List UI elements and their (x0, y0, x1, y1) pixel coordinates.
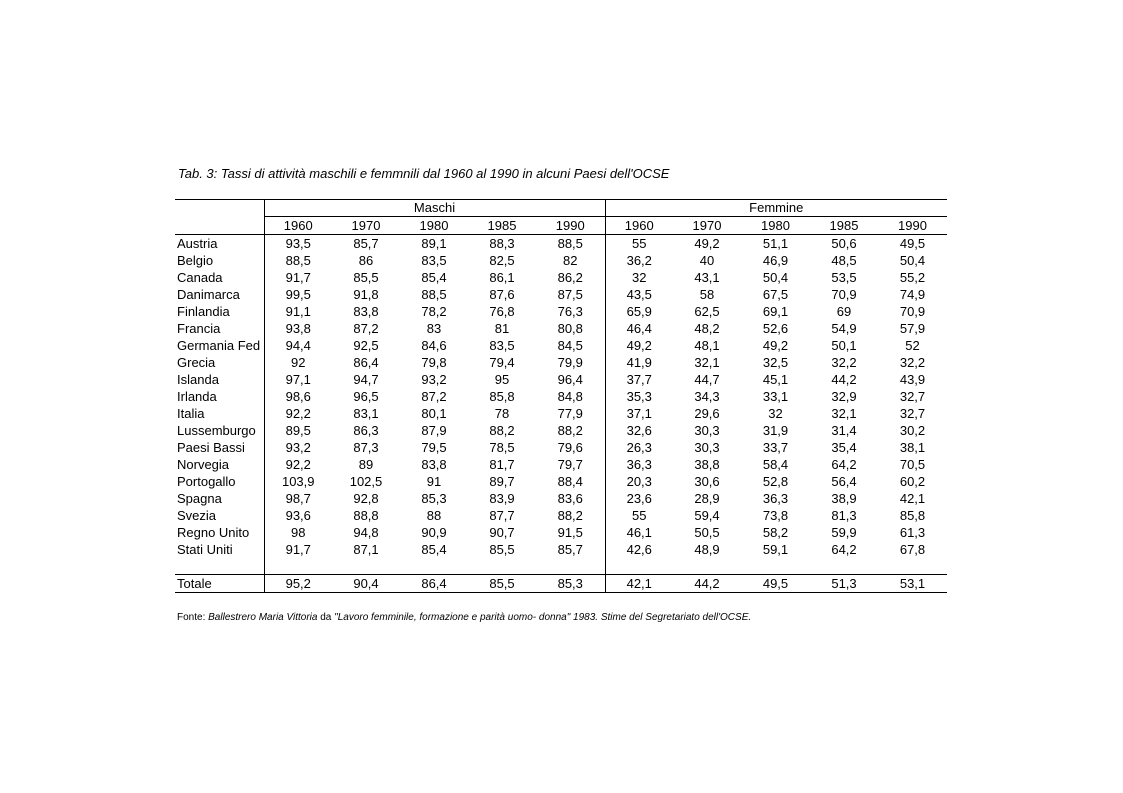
male-rate-cell: 85,4 (421, 542, 447, 557)
female-rate-cell: 52,6 (762, 321, 789, 336)
table-row (175, 473, 947, 490)
country-cell: Irlanda (177, 389, 217, 404)
male-rate-cell: 76,3 (557, 304, 583, 319)
male-rate-cell: 90,9 (421, 525, 447, 540)
country-cell: Francia (177, 321, 221, 336)
female-rate-cell: 42,1 (899, 491, 926, 506)
female-rate-cell: 64,2 (831, 457, 857, 472)
female-rate-cell: 45,1 (762, 372, 789, 387)
female-rate-cell: 81,3 (831, 508, 857, 523)
male-rate-cell: 91,8 (353, 287, 379, 302)
male-rate-cell: 87,7 (489, 508, 515, 523)
source-author: Ballestrero Maria Vittoria (208, 612, 318, 623)
year-header: 1980 (741, 217, 810, 235)
male-rate-cell: 86,2 (557, 270, 583, 285)
male-rate-cell: 85,4 (421, 270, 447, 285)
table-row (175, 286, 947, 303)
female-rate-cell: 32,1 (694, 355, 720, 370)
female-rate-cell: 59,1 (762, 542, 789, 557)
male-rate-cell: 97,1 (264, 371, 332, 388)
female-rate-cell: 48,5 (831, 253, 857, 268)
source-note (177, 612, 751, 623)
country-cell: Totale (175, 575, 264, 593)
male-rate-cell: 83,8 (353, 304, 379, 319)
year-header: 1960 (264, 217, 332, 235)
female-rate-cell: 44,7 (694, 372, 720, 387)
female-rate-cell: 32,9 (831, 389, 857, 404)
male-rate-cell: 92,2 (264, 456, 332, 473)
male-rate-cell: 88,5 (421, 287, 447, 302)
labor-rate-table (175, 199, 947, 593)
country-cell: Stati Uniti (177, 542, 233, 557)
female-rate-cell: 65,9 (605, 303, 673, 320)
source-prefix: Fonte: (177, 612, 209, 623)
female-rate-cell: 36,3 (762, 491, 789, 506)
male-rate-cell: 87,1 (353, 542, 379, 557)
female-rate-cell: 52 (905, 338, 920, 353)
male-rate-cell: 93,2 (421, 372, 447, 387)
female-rate-cell: 37,1 (605, 405, 673, 422)
male-rate-cell: 84,5 (557, 338, 583, 353)
female-rate-cell: 69 (836, 304, 852, 319)
male-rate-cell: 85,3 (536, 575, 605, 593)
male-rate-cell: 83 (426, 321, 442, 336)
female-rate-cell: 32,2 (831, 355, 857, 370)
female-rate-cell: 28,9 (694, 491, 720, 506)
male-rate-cell: 79,7 (557, 457, 583, 472)
female-rate-cell: 37,7 (605, 371, 673, 388)
female-rate-cell: 70,9 (831, 287, 857, 302)
male-rate-cell: 86,4 (353, 355, 379, 370)
female-rate-cell: 31,4 (831, 423, 857, 438)
male-rate-cell: 95,2 (264, 575, 332, 593)
spacer-cell (673, 558, 741, 575)
male-rate-cell: 85,5 (468, 575, 536, 593)
table-row (175, 269, 947, 286)
female-rate-cell: 54,9 (831, 321, 857, 336)
group-females: Femmine (605, 200, 947, 217)
female-rate-cell: 46,1 (605, 524, 673, 541)
female-rate-cell: 32,6 (605, 422, 673, 439)
male-rate-cell: 79,6 (557, 440, 583, 455)
male-rate-cell: 84,6 (421, 338, 447, 353)
male-rate-cell: 103,9 (264, 473, 332, 490)
male-rate-cell: 78 (494, 406, 510, 421)
female-rate-cell: 55 (605, 507, 673, 524)
male-rate-cell: 81,7 (489, 457, 515, 472)
source-work: "Lavoro femminile, formazione e parità uomo- donna" 1983. Stime del Segretariato dell'OCSE. (334, 612, 752, 623)
female-rate-cell: 32,5 (762, 355, 789, 370)
female-rate-cell: 51,1 (762, 236, 789, 251)
female-rate-cell: 49,2 (762, 338, 789, 353)
female-rate-cell: 32 (768, 406, 783, 421)
table-row (175, 507, 947, 524)
female-rate-cell: 46,4 (605, 320, 673, 337)
total-row (175, 575, 947, 593)
table-row (175, 303, 947, 320)
male-rate-cell: 85,5 (489, 542, 515, 557)
table-row (175, 371, 947, 388)
female-rate-cell: 42,1 (605, 575, 673, 593)
female-rate-cell: 43,5 (605, 286, 673, 303)
male-rate-cell: 77,9 (557, 406, 583, 421)
male-rate-cell: 92 (264, 354, 332, 371)
male-rate-cell: 90,4 (332, 575, 400, 593)
male-rate-cell: 83,8 (421, 457, 447, 472)
male-rate-cell: 82,5 (489, 253, 515, 268)
male-rate-cell: 93,6 (264, 507, 332, 524)
female-rate-cell: 58,2 (762, 525, 789, 540)
female-rate-cell: 60,2 (899, 474, 926, 489)
table-row (175, 456, 947, 473)
male-rate-cell: 83,5 (421, 253, 447, 268)
male-rate-cell: 92,5 (353, 338, 379, 353)
male-rate-cell: 87,2 (421, 389, 447, 404)
male-rate-cell: 83,5 (489, 338, 515, 353)
table-row (175, 405, 947, 422)
male-rate-cell: 80,8 (557, 321, 583, 336)
female-rate-cell: 32 (605, 269, 673, 286)
female-rate-cell: 49,5 (899, 236, 926, 251)
male-rate-cell: 79,9 (557, 355, 583, 370)
female-rate-cell: 61,3 (899, 525, 926, 540)
male-rate-cell: 83,1 (353, 406, 379, 421)
male-rate-cell: 91 (426, 474, 442, 489)
male-rate-cell: 94,8 (353, 525, 379, 540)
male-rate-cell: 88,5 (264, 252, 332, 269)
male-rate-cell: 93,2 (264, 439, 332, 456)
table-row (175, 252, 947, 269)
female-rate-cell: 48,2 (694, 321, 720, 336)
header-blank (175, 217, 264, 235)
male-rate-cell: 93,8 (264, 320, 332, 337)
female-rate-cell: 50,1 (831, 338, 857, 353)
female-rate-cell: 33,7 (762, 440, 789, 455)
male-rate-cell: 80,1 (421, 406, 447, 421)
male-rate-cell: 87,9 (421, 423, 447, 438)
female-rate-cell: 55 (605, 235, 673, 253)
country-cell: Belgio (177, 253, 214, 268)
female-rate-cell: 32,1 (831, 406, 857, 421)
male-rate-cell: 95 (494, 372, 510, 387)
female-rate-cell: 41,9 (605, 354, 673, 371)
female-rate-cell: 62,5 (694, 304, 720, 319)
year-header: 1970 (332, 217, 400, 235)
female-rate-cell: 43,9 (899, 372, 926, 387)
female-rate-cell: 57,9 (899, 321, 926, 336)
male-rate-cell: 98 (264, 524, 332, 541)
male-rate-cell: 92,8 (353, 491, 379, 506)
group-males: Maschi (264, 200, 605, 217)
female-rate-cell: 51,3 (810, 575, 878, 593)
male-rate-cell: 88,8 (353, 508, 379, 523)
male-rate-cell: 87,3 (353, 440, 379, 455)
spacer-cell (264, 558, 332, 575)
table-row (175, 422, 947, 439)
male-rate-cell: 83,9 (489, 491, 515, 506)
male-rate-cell: 89,5 (264, 422, 332, 439)
table-row (175, 388, 947, 405)
year-header: 1990 (878, 217, 947, 235)
female-rate-cell: 42,6 (605, 541, 673, 558)
male-rate-cell: 93,5 (264, 235, 332, 253)
female-rate-cell: 36,2 (605, 252, 673, 269)
country-cell: Spagna (177, 491, 222, 506)
female-rate-cell: 69,1 (762, 304, 789, 319)
female-rate-cell: 49,2 (605, 337, 673, 354)
country-cell: Islanda (177, 372, 219, 387)
male-rate-cell: 86,1 (489, 270, 515, 285)
male-rate-cell: 83,6 (557, 491, 583, 506)
year-header: 1970 (673, 217, 741, 235)
female-rate-cell: 58,4 (762, 457, 789, 472)
male-rate-cell: 90,7 (489, 525, 515, 540)
male-rate-cell: 85,8 (489, 389, 515, 404)
female-rate-cell: 31,9 (762, 423, 789, 438)
female-rate-cell: 32,7 (899, 406, 926, 421)
female-rate-cell: 59,4 (694, 508, 720, 523)
male-rate-cell: 81 (494, 321, 510, 336)
source-middle: da (317, 612, 335, 623)
male-rate-cell: 88 (426, 508, 442, 523)
spacer-cell (741, 558, 810, 575)
female-rate-cell: 44,2 (831, 372, 857, 387)
male-rate-cell: 88,4 (557, 474, 583, 489)
country-cell: Finlandia (177, 304, 230, 319)
country-cell: Paesi Bassi (177, 440, 245, 455)
male-rate-cell: 98,6 (264, 388, 332, 405)
country-cell: Regno Unito (177, 525, 250, 540)
female-rate-cell: 52,8 (762, 474, 789, 489)
country-cell: Norvegia (177, 457, 230, 472)
table-row (175, 235, 947, 253)
table-body (175, 200, 947, 593)
female-rate-cell: 85,8 (899, 508, 926, 523)
female-rate-cell: 29,6 (694, 406, 720, 421)
male-rate-cell: 88,2 (557, 423, 583, 438)
male-rate-cell: 94,4 (264, 337, 332, 354)
male-rate-cell: 85,3 (421, 491, 447, 506)
male-rate-cell: 91,7 (264, 541, 332, 558)
female-rate-cell: 64,2 (831, 542, 857, 557)
female-rate-cell: 48,9 (694, 542, 720, 557)
country-cell: Austria (177, 236, 218, 251)
female-rate-cell: 67,5 (762, 287, 789, 302)
female-rate-cell: 74,9 (899, 287, 926, 302)
male-rate-cell: 88,2 (557, 508, 583, 523)
female-rate-cell: 48,1 (694, 338, 720, 353)
country-cell: Svezia (177, 508, 217, 523)
table-row (175, 541, 947, 558)
male-rate-cell: 94,7 (353, 372, 379, 387)
male-rate-cell: 91,7 (264, 269, 332, 286)
female-rate-cell: 38,8 (694, 457, 720, 472)
country-cell: Canada (177, 270, 223, 285)
female-rate-cell: 35,3 (605, 388, 673, 405)
table-row (175, 320, 947, 337)
table-title: Tab. 3: Tassi di attività maschili e femmnili dal 1960 al 1990 in alcuni Paesi dell'OCSE (178, 166, 670, 181)
male-rate-cell: 84,8 (557, 389, 583, 404)
female-rate-cell: 32,7 (899, 389, 926, 404)
female-rate-cell: 44,2 (673, 575, 741, 593)
male-rate-cell: 85,7 (353, 236, 379, 251)
female-rate-cell: 59,9 (831, 525, 857, 540)
female-rate-cell: 67,8 (899, 542, 926, 557)
male-rate-cell: 87,2 (353, 321, 379, 336)
spacer-cell (400, 558, 468, 575)
female-rate-cell: 23,6 (605, 490, 673, 507)
country-cell: Danimarca (177, 287, 240, 302)
spacer-cell (468, 558, 536, 575)
female-rate-cell: 33,1 (762, 389, 789, 404)
male-rate-cell: 79,4 (489, 355, 515, 370)
male-rate-cell: 91,1 (264, 303, 332, 320)
years-header-row (175, 217, 947, 235)
male-rate-cell: 79,5 (421, 440, 447, 455)
female-rate-cell: 35,4 (831, 440, 857, 455)
male-rate-cell: 78,5 (489, 440, 515, 455)
female-rate-cell: 49,2 (694, 236, 720, 251)
female-rate-cell: 73,8 (762, 508, 789, 523)
table-row (175, 439, 947, 456)
male-rate-cell: 92,2 (264, 405, 332, 422)
year-header: 1990 (536, 217, 605, 235)
female-rate-cell: 70,9 (899, 304, 926, 319)
male-rate-cell: 78,2 (421, 304, 447, 319)
male-rate-cell: 96,4 (557, 372, 583, 387)
male-rate-cell: 85,5 (353, 270, 379, 285)
female-rate-cell: 43,1 (694, 270, 720, 285)
male-rate-cell: 98,7 (264, 490, 332, 507)
spacer-cell (810, 558, 878, 575)
male-rate-cell: 76,8 (489, 304, 515, 319)
header-blank (175, 200, 264, 217)
male-rate-cell: 85,7 (557, 542, 583, 557)
male-rate-cell: 89 (358, 457, 374, 472)
male-rate-cell: 87,6 (489, 287, 515, 302)
female-rate-cell: 70,5 (899, 457, 926, 472)
female-rate-cell: 26,3 (605, 439, 673, 456)
group-header-row (175, 200, 947, 217)
female-rate-cell: 30,6 (694, 474, 720, 489)
female-rate-cell: 40 (699, 253, 715, 268)
female-rate-cell: 20,3 (605, 473, 673, 490)
spacer-row (175, 558, 947, 575)
male-rate-cell: 91,5 (557, 525, 583, 540)
female-rate-cell: 30,3 (694, 423, 720, 438)
female-rate-cell: 53,5 (831, 270, 857, 285)
female-rate-cell: 46,9 (762, 253, 789, 268)
female-rate-cell: 30,3 (694, 440, 720, 455)
female-rate-cell: 32,2 (899, 355, 926, 370)
female-rate-cell: 34,3 (694, 389, 720, 404)
country-cell: Italia (177, 406, 205, 421)
female-rate-cell: 50,4 (899, 253, 926, 268)
female-rate-cell: 50,4 (762, 270, 789, 285)
female-rate-cell: 49,5 (741, 575, 810, 593)
table-row (175, 524, 947, 541)
female-rate-cell: 38,9 (831, 491, 857, 506)
country-cell: Grecia (177, 355, 216, 370)
male-rate-cell: 96,5 (353, 389, 379, 404)
male-rate-cell: 86 (358, 253, 374, 268)
year-header: 1960 (605, 217, 673, 235)
male-rate-cell: 89,1 (421, 236, 447, 251)
male-rate-cell: 89,7 (489, 474, 515, 489)
female-rate-cell: 38,1 (899, 440, 926, 455)
spacer-cell (536, 558, 605, 575)
year-header: 1980 (400, 217, 468, 235)
spacer-cell (605, 558, 673, 575)
female-rate-cell: 53,1 (878, 575, 947, 593)
male-rate-cell: 99,5 (264, 286, 332, 303)
table-row (175, 354, 947, 371)
country-cell: Portogallo (177, 474, 236, 489)
male-rate-cell: 88,3 (489, 236, 515, 251)
spacer-cell (332, 558, 400, 575)
female-rate-cell: 30,2 (899, 423, 926, 438)
spacer-cell (175, 558, 264, 575)
female-rate-cell: 36,3 (605, 456, 673, 473)
male-rate-cell: 82 (563, 253, 578, 268)
male-rate-cell: 86,4 (400, 575, 468, 593)
country-cell: Germania Fed (177, 338, 261, 353)
male-rate-cell: 88,5 (557, 236, 583, 251)
year-header: 1985 (810, 217, 878, 235)
female-rate-cell: 56,4 (831, 474, 857, 489)
spacer-cell (878, 558, 947, 575)
male-rate-cell: 79,8 (421, 355, 447, 370)
female-rate-cell: 58 (699, 287, 715, 302)
table-row (175, 337, 947, 354)
male-rate-cell: 87,5 (557, 287, 583, 302)
country-cell: Lussemburgo (177, 423, 256, 438)
male-rate-cell: 88,2 (489, 423, 515, 438)
year-header: 1985 (468, 217, 536, 235)
female-rate-cell: 55,2 (899, 270, 926, 285)
table-row (175, 490, 947, 507)
male-rate-cell: 86,3 (353, 423, 379, 438)
female-rate-cell: 50,6 (831, 236, 857, 251)
male-rate-cell: 102,5 (349, 474, 383, 489)
female-rate-cell: 50,5 (694, 525, 720, 540)
